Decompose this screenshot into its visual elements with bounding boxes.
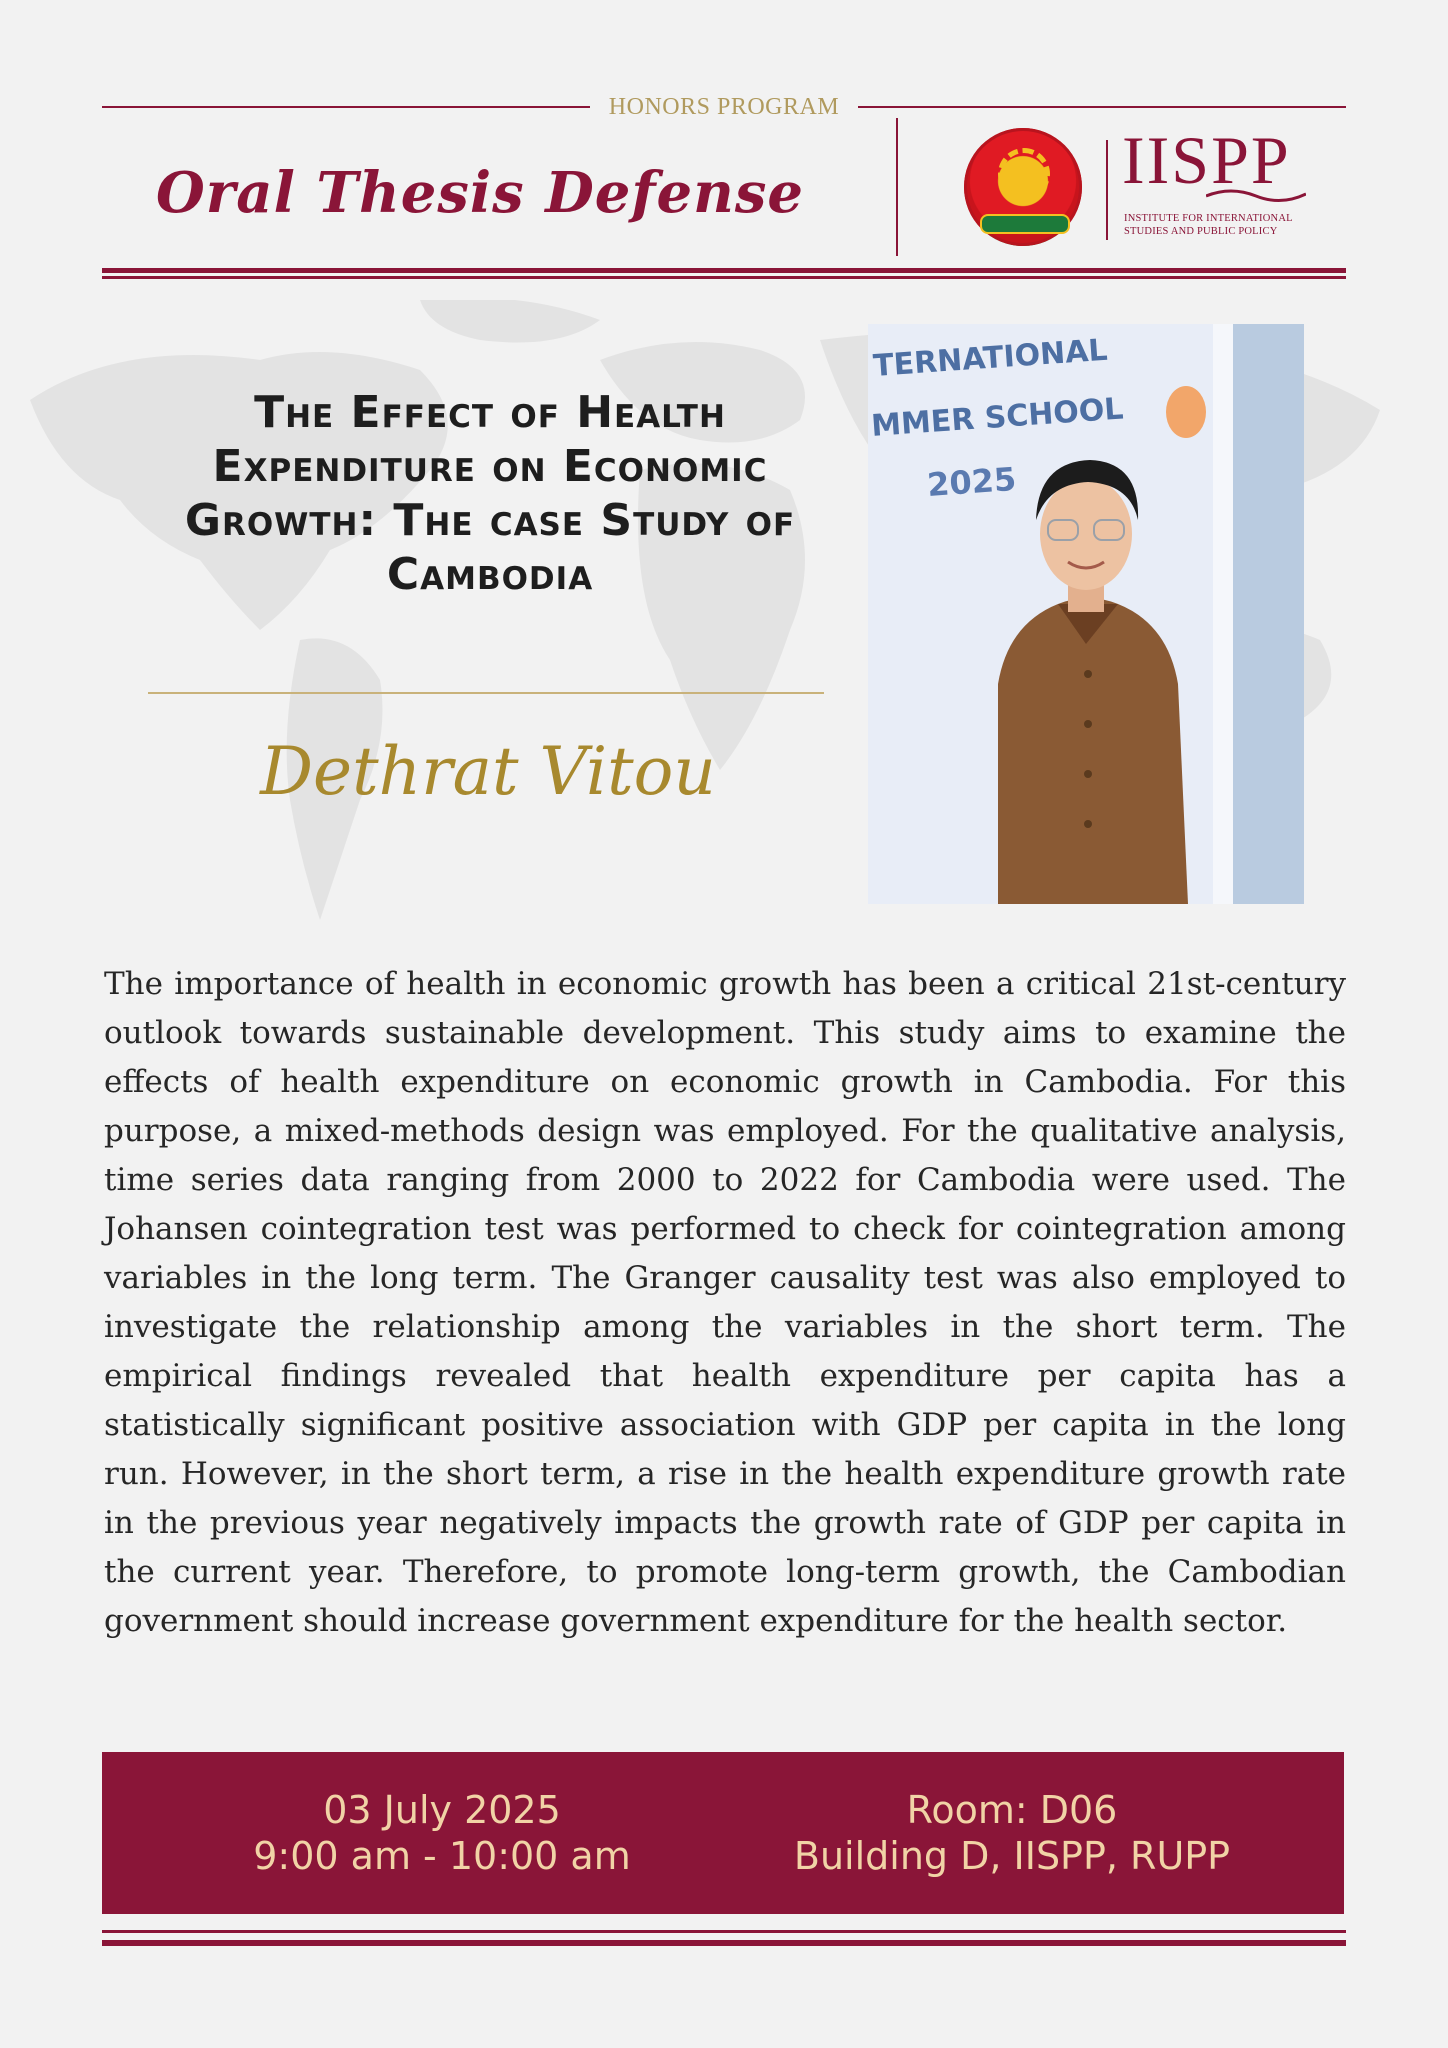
date-time-block <box>162 1752 722 1914</box>
thesis-title-line: The Effect of Health <box>254 387 726 438</box>
header-rule-thin <box>102 268 1346 273</box>
brand-full-name-line2: STUDIES AND PUBLIC POLICY <box>1124 226 1278 237</box>
brand-logo-text: IISPP <box>1122 122 1291 198</box>
presenter-name: Dethrat Vitou <box>260 733 716 810</box>
honors-program-label: HONORS PROGRAM <box>590 90 858 124</box>
thesis-title <box>150 386 830 616</box>
header-rule-thick <box>102 276 1346 279</box>
presenter-photo-art <box>868 324 1304 904</box>
event-room: Room: D06 <box>906 1788 1118 1832</box>
thesis-title-line: Growth: The case Study of <box>184 495 796 546</box>
photo-backdrop-text: 2025 <box>925 459 1018 504</box>
event-location: Building D, IISPP, RUPP <box>793 1834 1231 1878</box>
thesis-title-line: Expenditure on Economic <box>212 441 768 492</box>
title-separator <box>148 692 824 694</box>
event-time: 9:00 am - 10:00 am <box>253 1834 631 1878</box>
brand-full-name-line1: INSTITUTE FOR INTERNATIONAL <box>1124 213 1293 224</box>
photo-backdrop-text: TERNATIONAL <box>872 332 1109 384</box>
abstract-text: The importance of health in economic growth has been a critical 21st-century outlook towards sustainable development. This study aims to examine the effects of health expenditure on economic growth in Cambodia. For this purpose, a mixed-methods design was employed. For the qualitative analysis, time series data ranging from 2000 to 2022 for Cambodia were used. The Johansen cointegration test was performed to check for cointegration among variables in the long term. The Granger causality test was also employed to investigate the relationship among the variables in the short term. The empirical findings revealed that health expenditure per capita has a statistically significant positive association with GDP per capita in the long run. However, in the short term, a rise in the health expenditure growth rate in the previous year negatively impacts the growth rate of GDP per capita in the current year. Therefore, to promote long-term growth, the Cambodian government should increase government expenditure for the health sector. <box>104 966 1346 1639</box>
presenter-photo <box>868 324 1304 904</box>
footer-rule-thin <box>102 1930 1346 1933</box>
footer-rule-thick <box>102 1940 1346 1946</box>
brand-divider <box>1106 140 1108 240</box>
seal-ribbon <box>980 214 1070 234</box>
gear-icon <box>998 148 1050 200</box>
event-title: Oral Thesis Defense <box>156 160 804 226</box>
event-date: 03 July 2025 <box>323 1788 561 1832</box>
brand-full-name <box>1124 212 1364 242</box>
venue-block <box>742 1752 1282 1914</box>
photo-backdrop-text: MMER SCHOOL <box>870 391 1125 444</box>
header-divider <box>896 118 898 256</box>
swoosh-icon <box>1206 186 1306 204</box>
thesis-title-line: Cambodia <box>386 549 594 600</box>
schedule-banner <box>102 1752 1344 1914</box>
